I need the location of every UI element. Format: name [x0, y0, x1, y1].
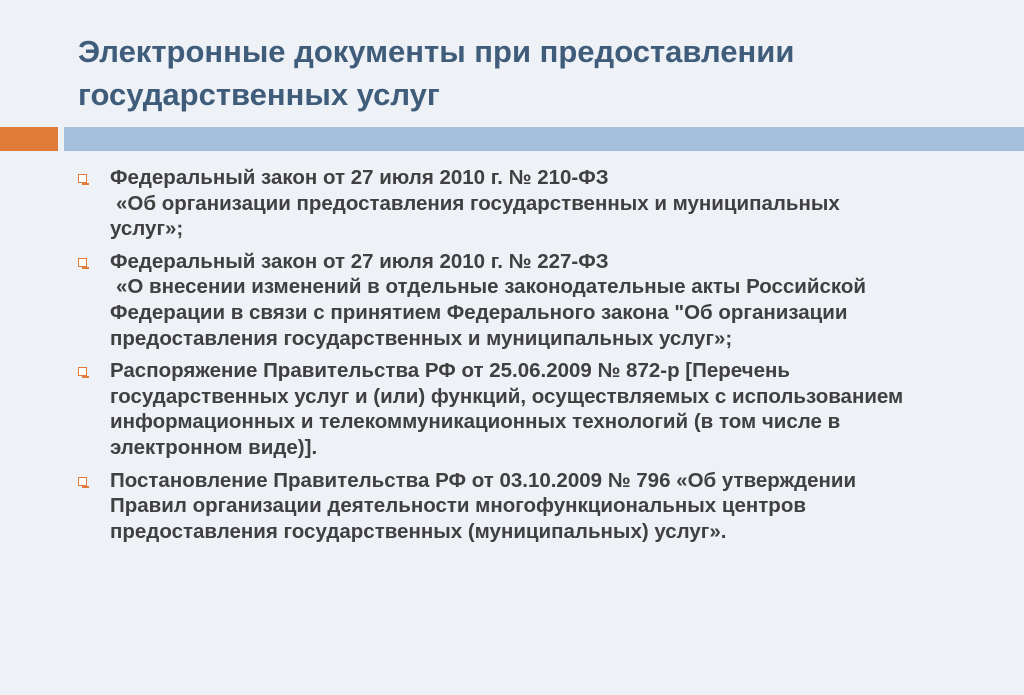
list-item-line: государственных услуг и (или) функций, осуществляемых с использованием — [110, 384, 904, 408]
title-area — [0, 0, 1024, 124]
square-bullet-icon — [78, 477, 87, 486]
slide-title-line: Электронные документы при предоставлении — [78, 34, 795, 69]
content-area — [72, 165, 1002, 551]
slide-title — [78, 30, 978, 116]
list-item-line: Федерации в связи с принятием Федерального закона "Об организации — [110, 300, 848, 324]
list-item-line: Правил организации деятельности многофункциональных центров — [110, 494, 806, 518]
slide-title-line: государственных услуг — [78, 77, 440, 112]
square-bullet-icon — [78, 174, 87, 183]
list-item — [72, 358, 1002, 460]
list-item-line: электронном виде)]. — [110, 435, 318, 459]
list-item-line: «О внесении изменений в отдельные законодательные акты Российской — [116, 275, 867, 299]
list-item-line: Распоряжение Правительства РФ от 25.06.2009 № 872-р [Перечень — [110, 359, 790, 383]
list-item-line: услуг»; — [110, 217, 184, 241]
divider-bar — [64, 127, 1024, 151]
list-item-line: информационных и телекоммуникационных технологий (в том числе в — [110, 410, 841, 434]
list-item-line: «Об организации предоставления государственных и муниципальных — [116, 191, 840, 215]
list-item-line: предоставления государственных (муниципальных) услуг». — [110, 519, 727, 543]
list-item-line: Федеральный закон от 27 июля 2010 г. № 227-ФЗ — [110, 249, 609, 273]
list-item-line: Постановление Правительства РФ от 03.10.2009 № 796 «Об утверждении — [110, 468, 857, 492]
divider-accent — [0, 127, 58, 151]
list-item — [72, 249, 1002, 351]
list-item-line: Федеральный закон от 27 июля 2010 г. № 210-ФЗ — [110, 166, 609, 189]
bullet-list — [72, 165, 1002, 544]
square-bullet-icon — [78, 367, 87, 376]
list-item-line: предоставления государственных и муниципальных услуг»; — [110, 326, 733, 350]
square-bullet-icon — [78, 258, 87, 267]
list-item — [72, 468, 1002, 545]
list-item — [72, 165, 1002, 242]
